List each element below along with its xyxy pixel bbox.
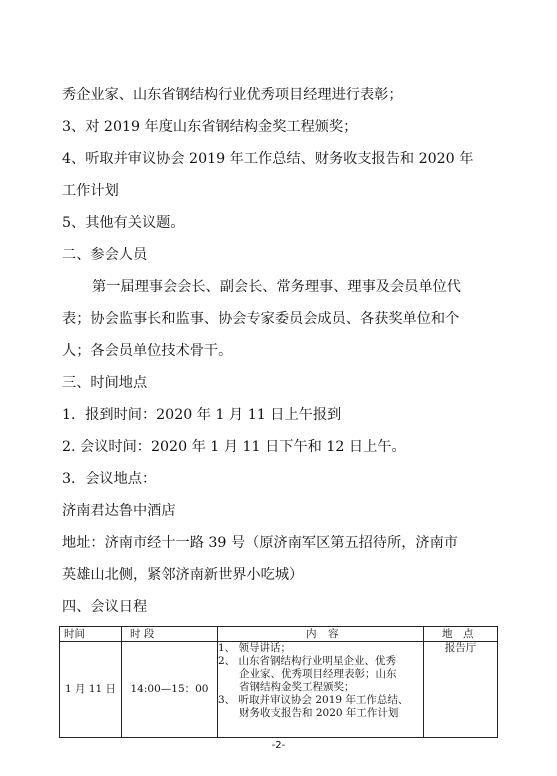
cell-content [218,642,424,738]
text-line: 秀企业家、山东省钢结构行业优秀项目经理进行表彰； [62,87,403,103]
content-line: 省钢结构金奖工程颁奖； [218,681,355,693]
content-line: 1、 领导讲话； [218,642,292,654]
text-line: 济南君达鲁中酒店 [62,503,176,519]
schedule-table [59,626,498,738]
header-period: 时 段 [122,627,218,642]
text-line: 地址：济南市经十一路 39 号（原济南军区第五招待所，济南市 [62,535,458,551]
content-line: 2、 山东省钢结构行业明星企业、优秀 [218,655,397,667]
text-line: 1．报到时间：2020 年 1 月 11 日上午报到 [62,407,342,423]
section-heading: 二、参会人员 [62,247,148,263]
header-time: 时间 [60,627,122,642]
content-line: 企业家、优秀项目经理表彰；山东 [218,668,397,680]
table-row [60,642,498,738]
text-line: 工作计划 [62,183,119,199]
text-line: 5、其他有关议题。 [62,215,185,231]
text-line: 3、对 2019 年度山东省钢结构金奖工程颁奖； [62,119,358,135]
text-line: 人；各会员单位技术骨干。 [62,343,233,359]
cell-venue: 报告厅 [424,642,498,738]
cell-date: 1 月 11 日 [60,642,122,738]
cell-time: 14:00—15：00 [122,642,218,738]
text-line: 4、听取并审议协会 2019 年工作总结、财务收支报告和 2020 年 [62,151,474,167]
text-line: 表；协会监事长和监事、协会专家委员会成员、各获奖单位和个 [62,311,460,327]
section-heading: 四、会议日程 [62,599,148,615]
table-header-row [60,627,498,642]
page-number: -2- [271,740,286,751]
text-line: 2. 会议时间：2020 年 1 月 11 日下午和 12 日上午。 [62,439,406,455]
text-line: 第一届理事会会长、副会长、常务理事、理事及会员单位代 [92,279,461,295]
section-heading: 三、时间地点 [62,375,148,391]
text-line: 英雄山北侧，紧邻济南新世界小吃城） [62,567,304,583]
header-content: 内 容 [218,627,424,642]
content-line: 3、 听取并审议协会 2019 年工作总结、 [218,694,409,706]
header-venue: 地 点 [424,627,498,642]
text-line: 3．会议地点： [62,471,157,487]
content-line: 财务收支报告和 2020 年工作计划 [218,707,399,719]
